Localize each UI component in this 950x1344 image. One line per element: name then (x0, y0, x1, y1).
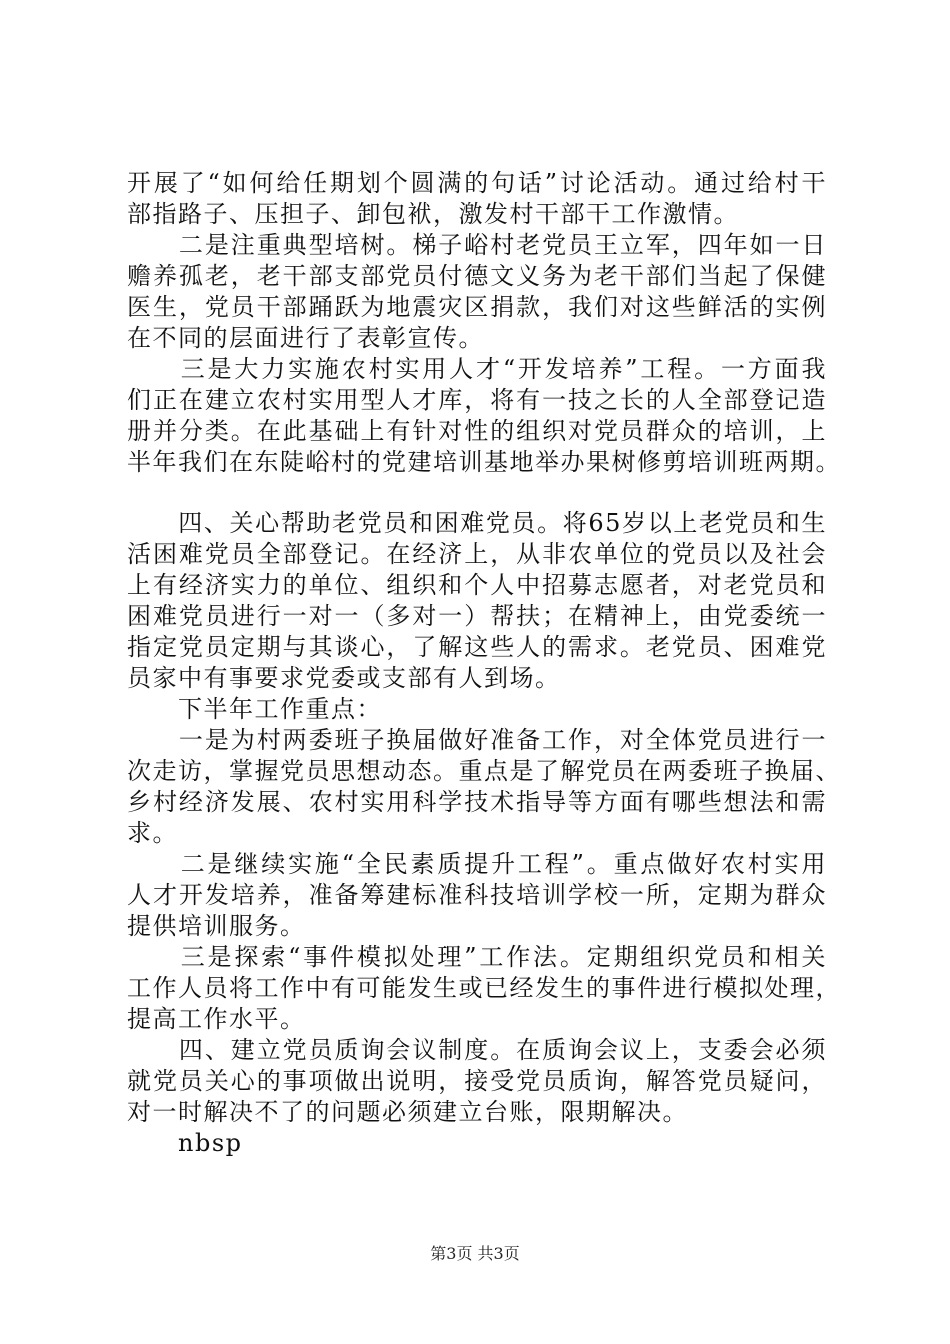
text-line: 开展了“如何给任期划个圆满的句话”讨论活动。通过给村干 (127, 169, 827, 197)
text-line: 乡村经济发展、农村实用科学技术指导等方面有哪些想法和需 (127, 788, 827, 816)
text-line: 人才开发培养，准备筹建标准科技培训学校一所，定期为群众 (127, 881, 827, 909)
text-line: 三是探索“事件模拟处理”工作法。定期组织党员和相关 (127, 943, 827, 971)
text-line: 二是注重典型培树。梯子峪村老党员王立军，四年如一日 (127, 231, 827, 259)
text-line: 册并分类。在此基础上有针对性的组织对党员群众的培训，上 (127, 417, 827, 445)
text-line: 提高工作水平。 (127, 1005, 306, 1033)
text-line: 就党员关心的事项做出说明，接受党员质询，解答党员疑问， (127, 1067, 827, 1095)
text-line: 下半年工作重点： (127, 695, 382, 723)
text-line: 次走访，掌握党员思想动态。重点是了解党员在两委班子换届、 (127, 757, 841, 785)
text-line: 三是大力实施农村实用人才“开发培养”工程。一方面我 (127, 355, 827, 383)
text-line: 二是继续实施“全民素质提升工程”。重点做好农村实用 (127, 850, 827, 878)
text-line: 们正在建立农村实用型人才库，将有一技之长的人全部登记造 (127, 386, 827, 414)
text-line: 半年我们在东陡峪村的党建培训基地举办果树修剪培训班两期。 (127, 448, 841, 476)
document-body (127, 168, 841, 1159)
text-line: 一是为村两委班子换届做好准备工作，对全体党员进行一 (127, 726, 827, 754)
text-line: 赡养孤老，老干部支部党员付德文义务为老干部们当起了保健 (127, 262, 827, 290)
text-line: 对一时解决不了的问题必须建立台账，限期解决。 (127, 1098, 688, 1126)
text-line: 员家中有事要求党委或支部有人到场。 (127, 664, 561, 692)
text-line: 活困难党员全部登记。在经济上，从非农单位的党员以及社会 (127, 540, 827, 568)
text-line: 困难党员进行一对一（多对一）帮扶；在精神上，由党委统一 (127, 602, 827, 630)
text-line: 指定党员定期与其谈心，了解这些人的需求。老党员、困难党 (127, 633, 827, 661)
text-line: 医生，党员干部踊跃为地震灾区捐款，我们对这些鲜活的实例 (127, 293, 827, 321)
text-line: 上有经济实力的单位、组织和个人中招募志愿者，对老党员和 (127, 571, 827, 599)
text-line: nbsp (127, 1129, 243, 1157)
text-line: 在不同的层面进行了表彰宣传。 (127, 324, 484, 352)
page-footer: 第3页 共3页 (430, 1244, 520, 1263)
text-line: 部指路子、压担子、卸包袱，激发村干部干工作激情。 (127, 200, 739, 228)
text-line: 四、关心帮助老党员和困难党员。将65岁以上老党员和生 (127, 509, 827, 537)
text-line: 提供培训服务。 (127, 912, 306, 940)
paragraph-gap (127, 478, 827, 508)
text-line: 四、建立党员质询会议制度。在质询会议上，支委会必须 (127, 1036, 827, 1064)
text-line: 工作人员将工作中有可能发生或已经发生的事件进行模拟处理， (127, 974, 841, 1002)
text-line: 求。 (127, 819, 178, 847)
